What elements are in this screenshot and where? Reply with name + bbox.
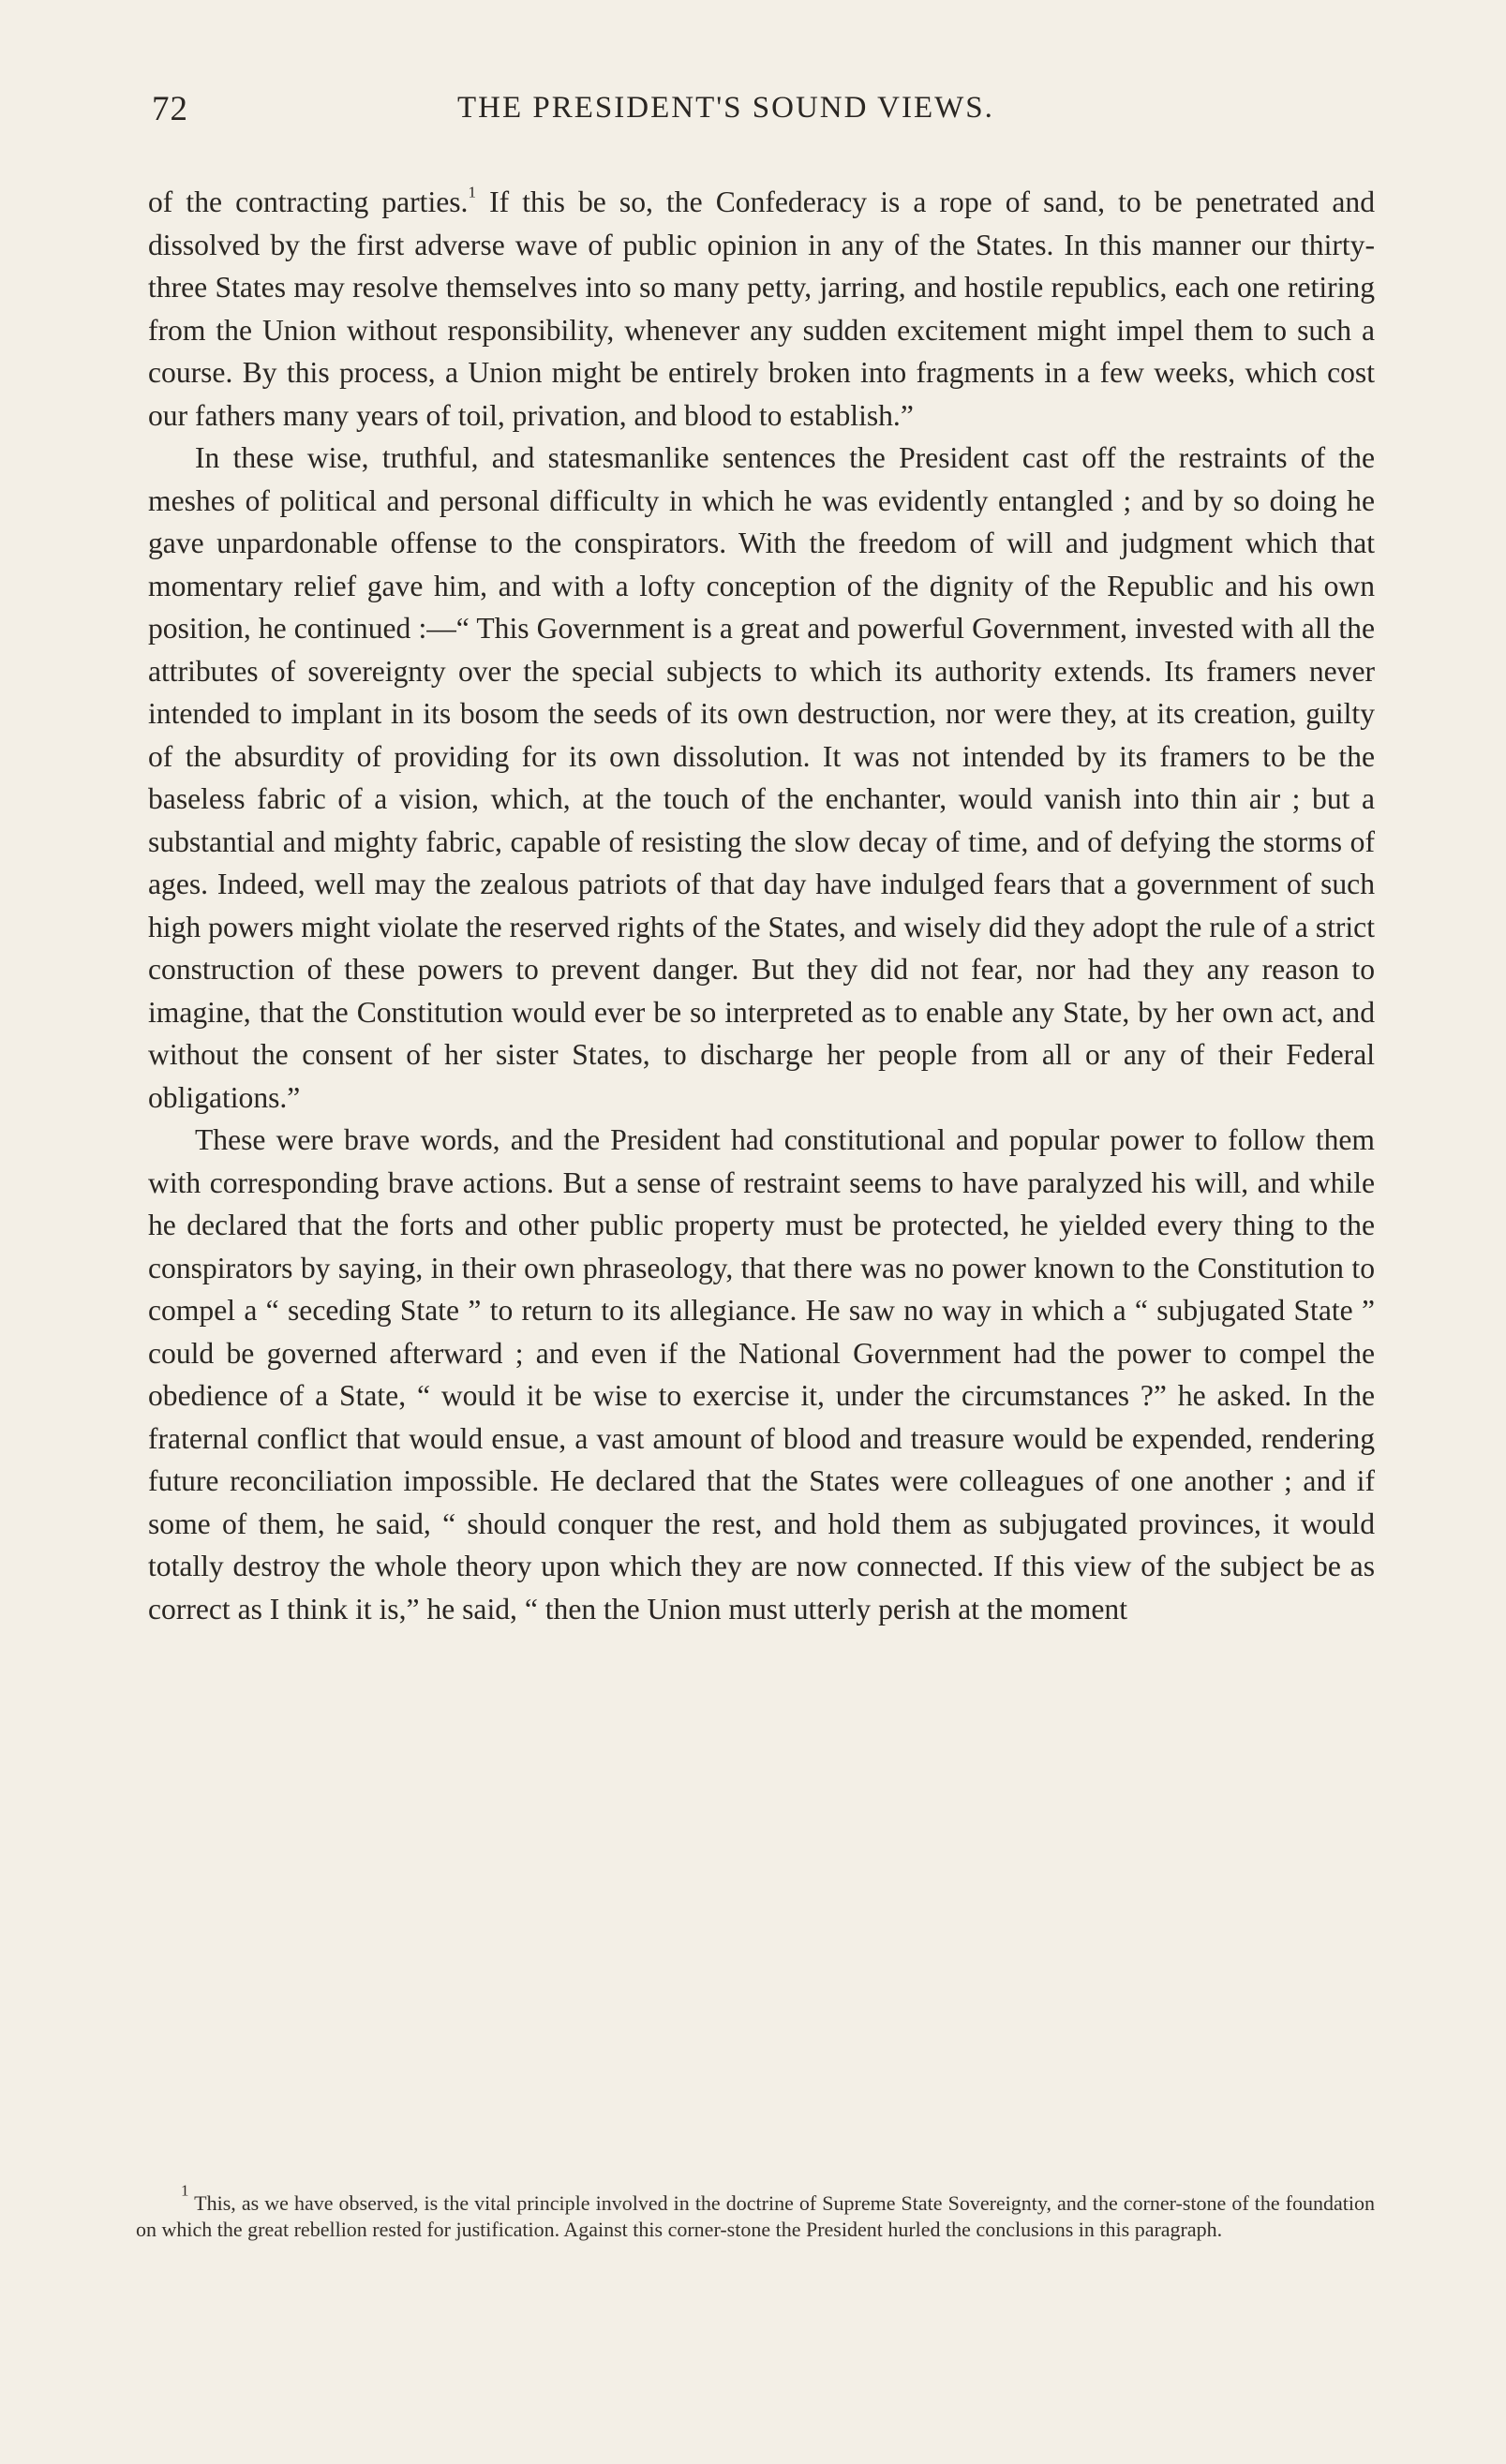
footnote-reference-mark: 1	[468, 183, 476, 201]
paragraph: In these wise, truthful, and statesmanlike sentences the President cast off the restraints of the meshes of political and personal difficulty in which he was evidently entangled ; and by so doing he gave unpardonable offense to the conspirators. With the freedom of will and judgment which that momentary relief gave him, and with a lofty conception of the dignity of the Republic and his own position, he continued :—“ This Government is a great and powerful Government, invested with all the attributes of sovereignty over the special subjects to which its authority extends. Its framers never intended to implant in its bosom the seeds of its own destruction, nor were they, at its creation, guilty of the absurdity of providing for its own dissolution. It was not intended by its framers to be the baseless fabric of a vision, which, at the touch of the enchanter, would vanish into thin air ; but a substantial and mighty fabric, capable of resisting the slow decay of time, and of defying the storms of ages. Indeed, well may the zealous patriots of that day have indulged fears that a government of such high powers might violate the reserved rights of the States, and wisely did they adopt the rule of a strict construction of these powers to prevent danger. But they did not fear, nor had they any reason to imagine, that the Constitution would ever be so interpreted as to enable any State, by her own act, and without the consent of her sister States, to discharge her people from all or any of their Federal obligations.”	[148, 441, 1375, 1114]
page-number: 72	[152, 90, 188, 128]
footnote-mark: 1	[181, 2181, 189, 2200]
body-text	[148, 181, 1375, 1630]
paragraph-text-before-footnote: of the contracting parties.	[148, 186, 469, 218]
running-head	[148, 89, 1375, 136]
footnote	[136, 2181, 1375, 2243]
footnote-text: This, as we have observed, is the vital principle involved in the doctrine of Supreme State Sovereignty, and the corner-stone of the foundation on which the great rebellion rested for justification. Against this corner-stone the President hurled the conclusions in this paragraph.	[136, 2191, 1375, 2241]
running-title: THE PRESIDENT'S SOUND VIEWS.	[457, 91, 994, 125]
paragraph: These were brave words, and the President had constitutional and popular power to follow them with corresponding brave actions. But a sense of restraint seems to have paralyzed his will, and while he declared that the forts and other public property must be protected, he yielded every thing to the conspirators by saying, in their own phraseology, that there was no power known to the Constitution to compel a “ seceding State ” to return to its allegiance. He saw no way in which a “ subjugated State ” could be governed afterward ; and even if the National Government had the power to compel the obedience of a State, “ would it be wise to exercise it, under the circumstances ?” he asked. In the fraternal conflict that would ensue, a vast amount of blood and treasure would be expended, rendering future reconciliation impossible. He declared that the States were colleagues of one another ; and if some of them, he said, “ should conquer the rest, and hold them as subjugated provinces, it would totally destroy the whole theory upon which they are now connected. If this view of the subject be as correct as I think it is,” he said, “ then the Union must utterly perish at the moment	[148, 1123, 1375, 1625]
paragraph-continued	[148, 181, 1375, 437]
paragraph-text-after-footnote: If this be so, the Confederacy is a rope of sand, to be penetrated and dissolved by the first adverse wave of public opinion in any of the States. In this manner our thirty-three States may resolve themselves into so many petty, jarring, and hostile republics, each one retiring from the Union without responsibility, whenever any sudden excitement might impel them to such a course. By this process, a Union might be entirely broken into fragments in a few weeks, which cost our fathers many years of toil, privation, and blood to establish.”	[148, 186, 1375, 432]
